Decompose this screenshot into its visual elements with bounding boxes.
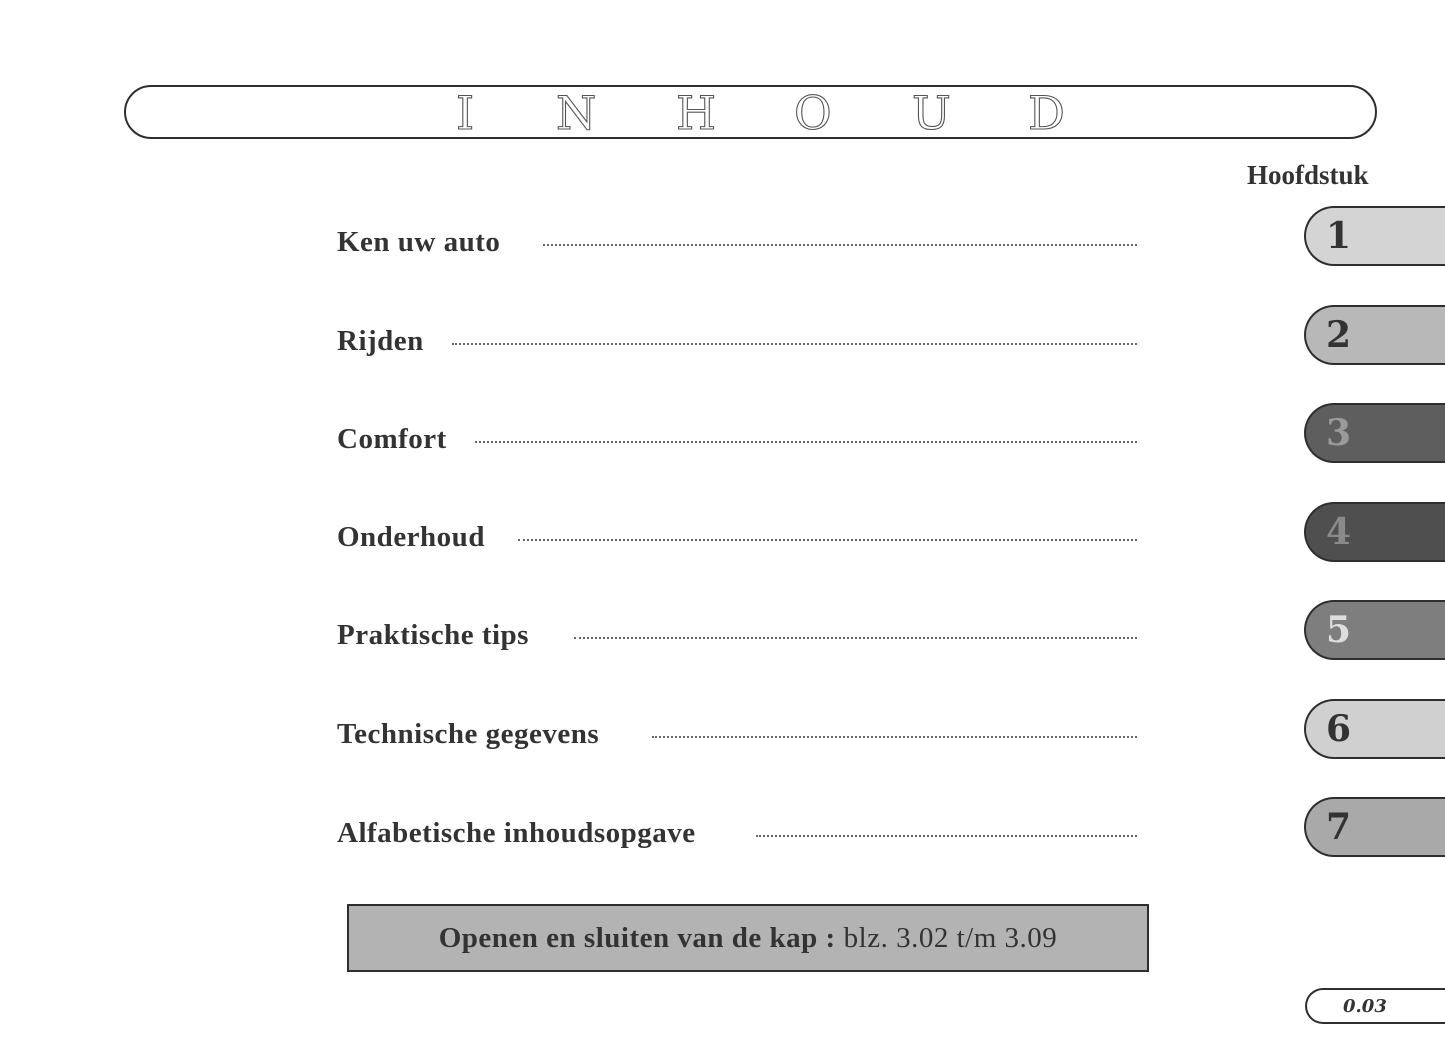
toc-leader-dots	[543, 244, 1137, 246]
toc-leader-dots	[518, 539, 1137, 541]
chapter-number: 7	[1326, 806, 1352, 848]
title-letter: N	[556, 86, 597, 140]
toc-leader-dots	[574, 637, 1137, 639]
chapters-header: Hoofdstuk	[1247, 160, 1369, 190]
toc-leader-dots	[452, 343, 1137, 345]
chapter-tab[interactable]	[1304, 502, 1445, 562]
toc-leader-dots	[475, 441, 1137, 443]
page-number-pill	[1305, 988, 1445, 1024]
toc-leader-dots	[756, 835, 1137, 837]
chapter-tab[interactable]	[1304, 403, 1445, 463]
title-letter: H	[676, 86, 717, 140]
note-box	[347, 904, 1149, 972]
title-letter: U	[912, 86, 951, 140]
toc-row[interactable]	[337, 718, 1137, 758]
chapter-tab[interactable]	[1304, 305, 1445, 365]
page-number: 0.03	[1343, 996, 1387, 1017]
toc-label[interactable]: Praktische tips	[337, 619, 529, 651]
chapter-tab[interactable]	[1304, 600, 1445, 660]
toc-label[interactable]: Comfort	[337, 423, 447, 455]
toc-leader-dots	[652, 736, 1137, 738]
toc-row[interactable]	[337, 226, 1137, 266]
toc-row[interactable]	[337, 325, 1137, 365]
toc-label[interactable]: Alfabetische inhoudsopgave	[337, 817, 696, 849]
chapter-number: 5	[1326, 609, 1352, 651]
note-page-reference: blz. 3.02 t/m 3.09	[843, 921, 1058, 954]
chapter-tab[interactable]	[1304, 699, 1445, 759]
title-letter: I	[456, 86, 475, 140]
toc-label[interactable]: Technische gegevens	[337, 718, 600, 750]
title-letter: O	[794, 86, 832, 140]
title-letter: D	[1028, 86, 1065, 140]
chapter-number: 6	[1326, 708, 1352, 750]
chapter-tab[interactable]	[1304, 797, 1445, 857]
title-bar	[124, 85, 1377, 139]
toc-label[interactable]: Ken uw auto	[337, 226, 501, 258]
toc-row[interactable]	[337, 423, 1137, 463]
toc-label[interactable]: Onderhoud	[337, 521, 485, 553]
note-bold-text: Openen en sluiten van de kap :	[438, 921, 836, 954]
toc-row[interactable]	[337, 817, 1137, 857]
toc-label[interactable]: Rijden	[337, 325, 424, 357]
chapter-number: 4	[1326, 511, 1352, 553]
chapter-number: 1	[1326, 215, 1352, 257]
chapter-number: 2	[1326, 314, 1352, 356]
chapter-tab[interactable]	[1304, 206, 1445, 266]
toc-row[interactable]	[337, 619, 1137, 659]
toc-row[interactable]	[337, 521, 1137, 561]
chapter-number: 3	[1326, 412, 1352, 454]
